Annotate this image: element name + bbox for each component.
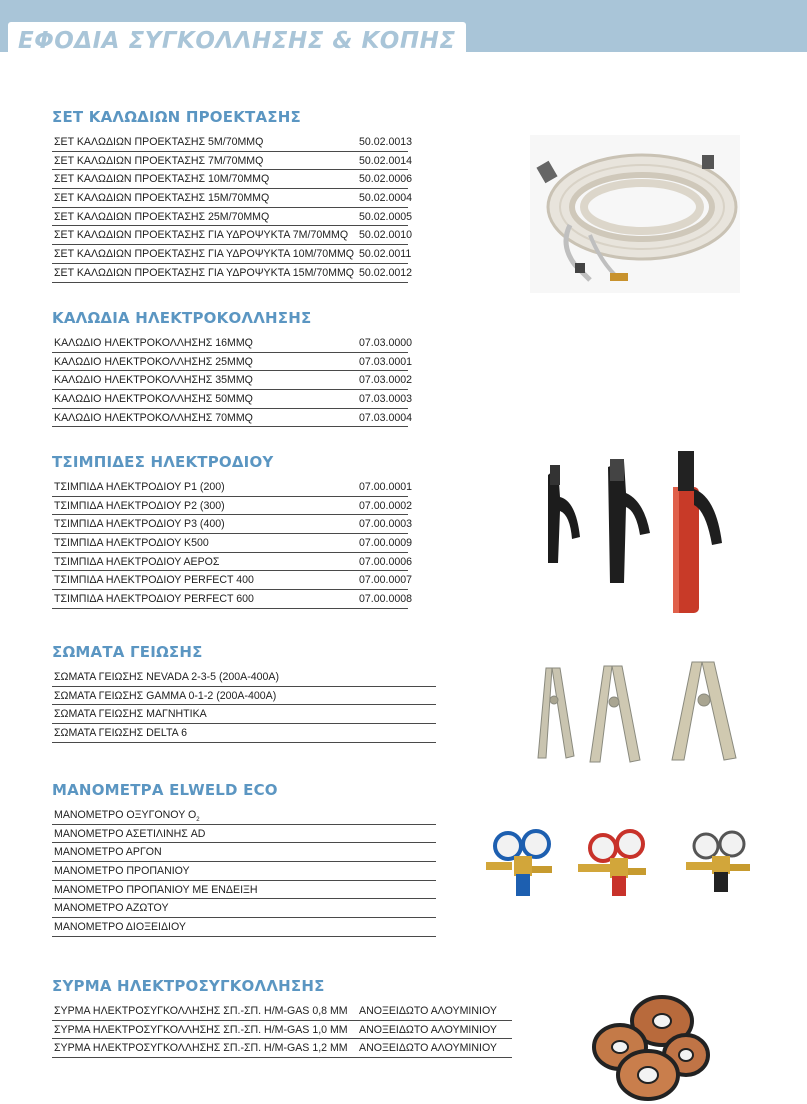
table-row: ΤΣΙΜΠΙΔΑ ΗΛΕΚΤΡΟΔΙΟΥ PERFECT 600 07.00.0008	[52, 590, 408, 609]
table-row: ΣΕΤ ΚΑΛΩΔΙΩΝ ΠΡΟΕΚΤΑΣΗΣ 7Μ/70ΜΜQ 50.02.0014	[52, 152, 408, 171]
table-row: ΣΕΤ ΚΑΛΩΔΙΩΝ ΠΡΟΕΚΤΑΣΗΣ 25Μ/70ΜΜQ 50.02.0005	[52, 208, 408, 227]
table-row: ΜΑΝΟΜΕΤΡΟ ΟΞΥΓΟΝΟΥ $O_2$	[52, 806, 436, 825]
cable-coil-icon	[530, 135, 740, 293]
section-regulators	[52, 780, 436, 937]
table-row: ΤΣΙΜΠΙΔΑ ΗΛΕΚΤΡΟΔΙΟΥ PERFECT 400 07.00.0007	[52, 571, 408, 590]
table-row: ΜΑΝΟΜΕΤΡΟ ΑΣΕΤΙΛΙΝΗΣ AD	[52, 825, 436, 844]
header-banner	[0, 0, 807, 52]
section-earth-clamps	[52, 642, 436, 743]
table-row: ΤΣΙΜΠΙΔΑ ΗΛΕΚΤΡΟΔΙΟΥ P3 (400) 07.00.0003	[52, 515, 408, 534]
section-title: ΣΥΡΜΑ ΗΛΕΚΤΡΟΣΥΓΚΟΛΛΗΣΗΣ	[52, 977, 325, 995]
table-row: ΜΑΝΟΜΕΤΡΟ ΑΖΩΤΟΥ	[52, 899, 436, 918]
table-row: ΜΑΝΟΜΕΤΡΟ ΠΡΟΠΑΝΙΟΥ ΜΕ ΕΝΔΕΙΞΗ	[52, 881, 436, 900]
section-title: ΚΑΛΩΔΙΑ ΗΛΕΚΤΡΟΚΟΛΛΗΣΗΣ	[52, 309, 312, 327]
table-row: ΣΩΜΑΤΑ ΓΕΙΩΣΗΣ ΜΑΓΝΗΤΙΚΑ	[52, 705, 436, 724]
table-row: ΚΑΛΩΔΙΟ ΗΛΕΚΤΡΟΚΟΛΛΗΣΗΣ 35ΜΜQ 07.03.0002	[52, 371, 408, 390]
section-welding-wire	[52, 976, 512, 1058]
table-row: ΚΑΛΩΔΙΟ ΗΛΕΚΤΡΟΚΟΛΛΗΣΗΣ 25ΜΜQ 07.03.0001	[52, 353, 408, 372]
table-row: ΣΩΜΑΤΑ ΓΕΙΩΣΗΣ NEVADA 2-3-5 (200A-400A)	[52, 668, 436, 687]
section-title: ΤΣΙΜΠΙΔΕΣ ΗΛΕΚΤΡΟΔΙΟΥ	[52, 453, 274, 471]
section-extension-cables	[52, 107, 413, 283]
gas-regulator-icon	[478, 822, 763, 902]
table-row: ΣΕΤ ΚΑΛΩΔΙΩΝ ΠΡΟΕΚΤΑΣΗΣ 5Μ/70ΜΜQ 50.02.0013	[52, 133, 408, 152]
table-row: ΤΣΙΜΠΙΔΑ ΗΛΕΚΤΡΟΔΙΟΥ K500 07.00.0009	[52, 534, 408, 553]
earth-clamp-icon	[530, 660, 745, 770]
section-electrode-holders	[52, 452, 413, 609]
table-row: ΚΑΛΩΔΙΟ ΗΛΕΚΤΡΟΚΟΛΛΗΣΗΣ 70ΜΜQ 07.03.0004	[52, 409, 408, 428]
table-row: ΜΑΝΟΜΕΤΡΟ ΠΡΟΠΑΝΙΟΥ	[52, 862, 436, 881]
section-welding-cables	[52, 308, 413, 427]
page-title: ΕΦΟΔΙΑ ΣΥΓΚΟΛΛΗΣΗΣ & ΚΟΠΗΣ	[8, 22, 466, 52]
table-row: ΚΑΛΩΔΙΟ ΗΛΕΚΤΡΟΚΟΛΛΗΣΗΣ 16ΜΜQ 07.03.0000	[52, 334, 408, 353]
table-row: ΣΕΤ ΚΑΛΩΔΙΩΝ ΠΡΟΕΚΤΑΣΗΣ 15Μ/70ΜΜQ 50.02.0004	[52, 189, 408, 208]
wire-spool-icon	[590, 995, 710, 1102]
table-row: ΣΕΤ ΚΑΛΩΔΙΩΝ ΠΡΟΕΚΤΑΣΗΣ 10Μ/70ΜΜQ 50.02.0006	[52, 170, 408, 189]
table-row: ΣΥΡΜΑ ΗΛΕΚΤΡΟΣΥΓΚΟΛΛΗΣΗΣ ΣΠ.-ΣΠ. Η/Μ-GAS 0,8 ΜΜ ΑΝΟΞΕΙΔΩΤΟ ΑΛΟΥΜΙΝΙΟΥ	[52, 1002, 512, 1021]
section-title: ΣΕΤ ΚΑΛΩΔΙΩΝ ΠΡΟΕΚΤΑΣΗΣ	[52, 108, 301, 126]
table-row: ΤΣΙΜΠΙΔΑ ΗΛΕΚΤΡΟΔΙΟΥ P1 (200) 07.00.0001	[52, 478, 408, 497]
table-row: ΣΥΡΜΑ ΗΛΕΚΤΡΟΣΥΓΚΟΛΛΗΣΗΣ ΣΠ.-ΣΠ. Η/Μ-GAS 1,2 ΜΜ ΑΝΟΞΕΙΔΩΤΟ ΑΛΟΥΜΙΝΙΟΥ	[52, 1039, 512, 1058]
table-row: ΤΣΙΜΠΙΔΑ ΗΛΕΚΤΡΟΔΙΟΥ P2 (300) 07.00.0002	[52, 497, 408, 516]
section-title: ΜΑΝΟΜΕΤΡΑ ELWELD ECO	[52, 781, 278, 799]
electrode-holder-icon	[540, 445, 735, 620]
table-row: ΜΑΝΟΜΕΤΡΟ ΑΡΓΟΝ	[52, 843, 436, 862]
table-row: ΜΑΝΟΜΕΤΡΟ ΔΙΟΞΕΙΔΙΟΥ	[52, 918, 436, 937]
table-row: ΣΩΜΑΤΑ ΓΕΙΩΣΗΣ GAMMA 0-1-2 (200A-400A)	[52, 687, 436, 706]
section-title: ΣΩΜΑΤΑ ΓΕΙΩΣΗΣ	[52, 643, 203, 661]
table-row: ΣΕΤ ΚΑΛΩΔΙΩΝ ΠΡΟΕΚΤΑΣΗΣ ΓΙΑ ΥΔΡΟΨΥΚΤΑ 7Μ/70ΜΜQ 50.02.0010	[52, 226, 408, 245]
table-row: ΤΣΙΜΠΙΔΑ ΗΛΕΚΤΡΟΔΙΟΥ ΑΕΡΟΣ 07.00.0006	[52, 553, 408, 572]
table-row: ΚΑΛΩΔΙΟ ΗΛΕΚΤΡΟΚΟΛΛΗΣΗΣ 50ΜΜQ 07.03.0003	[52, 390, 408, 409]
table-row: ΣΩΜΑΤΑ ΓΕΙΩΣΗΣ DELTA 6	[52, 724, 436, 743]
table-row: ΣΕΤ ΚΑΛΩΔΙΩΝ ΠΡΟΕΚΤΑΣΗΣ ΓΙΑ ΥΔΡΟΨΥΚΤΑ 15Μ/70ΜΜQ 50.02.0012	[52, 264, 408, 283]
table-row: ΣΕΤ ΚΑΛΩΔΙΩΝ ΠΡΟΕΚΤΑΣΗΣ ΓΙΑ ΥΔΡΟΨΥΚΤΑ 10Μ/70ΜΜQ 50.02.0011	[52, 245, 408, 264]
table-row: ΣΥΡΜΑ ΗΛΕΚΤΡΟΣΥΓΚΟΛΛΗΣΗΣ ΣΠ.-ΣΠ. Η/Μ-GAS 1,0 ΜΜ ΑΝΟΞΕΙΔΩΤΟ ΑΛΟΥΜΙΝΙΟΥ	[52, 1021, 512, 1040]
